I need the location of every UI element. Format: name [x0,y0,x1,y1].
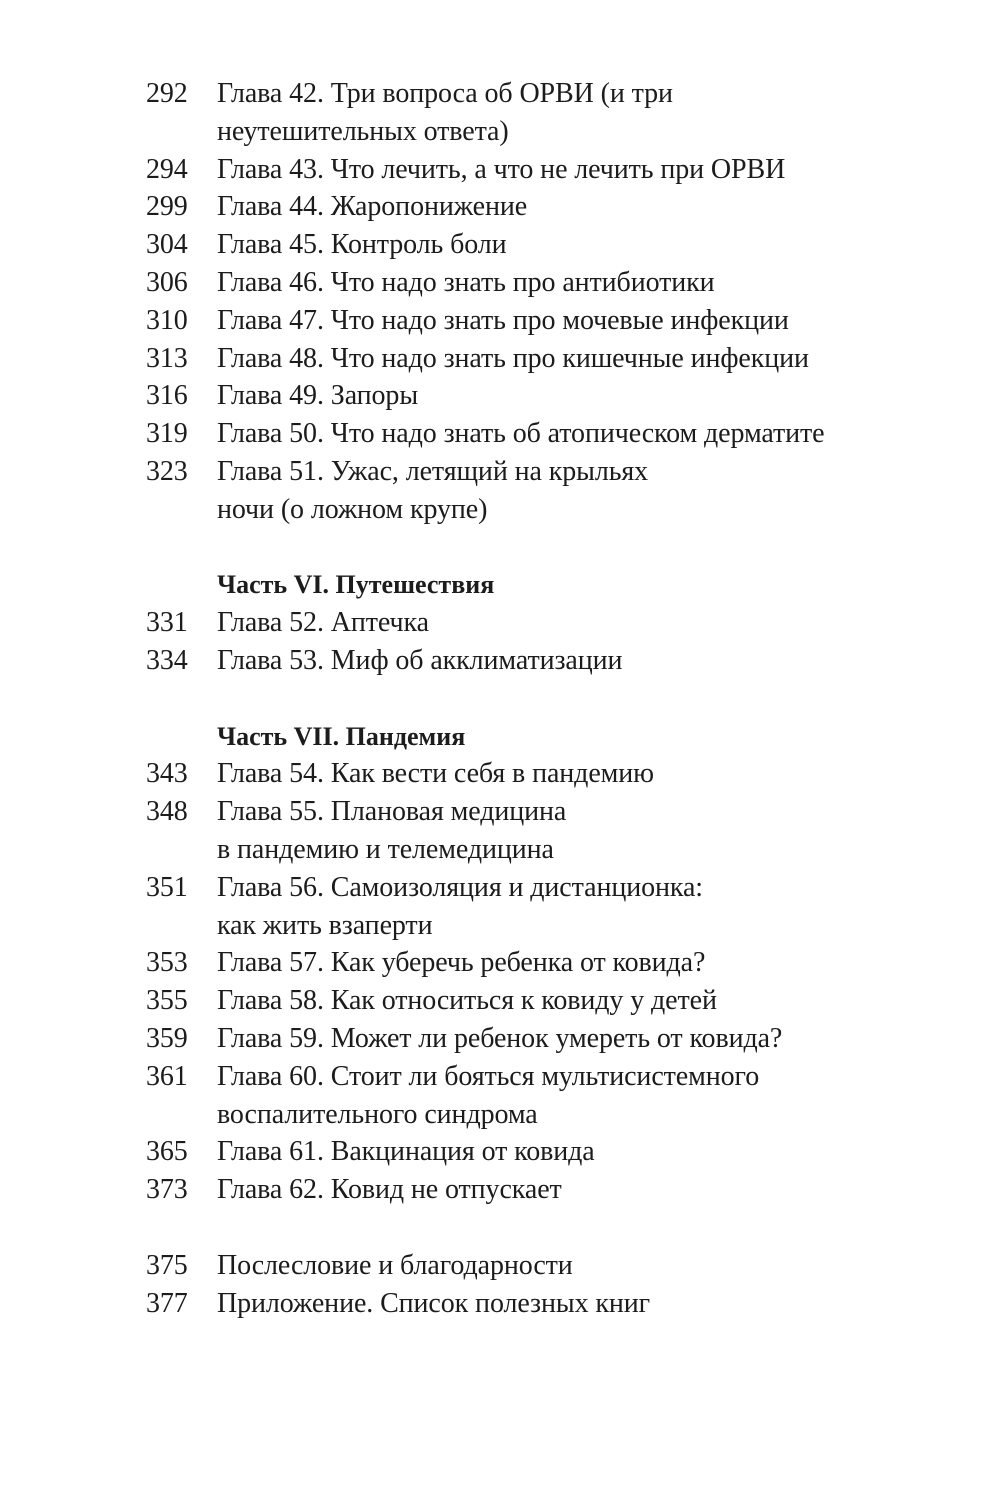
toc-page-number: 373 [146,1174,188,1206]
toc-entry-title: Глава 46. Что надо знать про антибиотики [217,266,715,298]
part-heading: Часть VI. Путешествия [217,570,495,600]
toc-page-number: 306 [146,266,188,298]
toc-entry[interactable] [146,1285,946,1323]
toc-entry-title: Глава 44. Жаропонижение [217,191,528,223]
toc-entry-title: Глава 47. Что надо знать про мочевые инфекции [217,304,789,336]
toc-page-number: 310 [146,304,188,336]
toc-entry[interactable] [146,642,946,680]
toc-entry[interactable] [146,793,946,869]
toc-entry-title: Глава 52. Аптечка [217,607,429,639]
toc-entry-title: Глава 49. Запоры [217,380,419,412]
toc-page-number: 365 [146,1136,188,1168]
toc-entry-title: Глава 59. Может ли ребенок умереть от ковида? [217,1022,783,1054]
toc-entry[interactable] [146,151,946,189]
toc-page-number: 348 [146,796,188,828]
toc-page-number: 331 [146,607,188,639]
toc-entry-title: Глава 61. Вакцинация от ковида [217,1136,595,1168]
toc-entry[interactable] [146,604,946,642]
toc-page-number: 316 [146,380,188,412]
toc-entry[interactable] [146,1247,946,1285]
toc-page-number: 299 [146,191,188,223]
toc-entry-title: Глава 55. Плановая медицина в пандемию и телемедицина [217,796,567,865]
toc-page-number: 359 [146,1022,188,1054]
toc-entry[interactable] [146,377,946,415]
toc-entry-title: Глава 62. Ковид не отпускает [217,1174,562,1206]
toc-entry-title: Глава 58. Как относиться к ковиду у детей [217,985,717,1017]
toc-entry[interactable] [146,453,946,529]
toc-page-number: 334 [146,644,188,676]
toc-page-number: 351 [146,871,188,903]
table-of-contents [146,75,946,1322]
toc-entry[interactable] [146,302,946,340]
toc-page-number: 375 [146,1249,188,1281]
toc-page-number: 294 [146,153,188,185]
part-heading: Часть VII. Пандемия [217,721,466,751]
toc-entry[interactable] [146,755,946,793]
toc-entry[interactable] [146,340,946,378]
toc-entry[interactable] [146,1020,946,1058]
toc-entry-title: Глава 43. Что лечить, а что не лечить при ОРВИ [217,153,786,185]
toc-entry[interactable] [146,1058,946,1134]
toc-entry[interactable] [146,1171,946,1209]
toc-entry-title: Глава 50. Что надо знать об атопическом дерматите [217,418,825,450]
toc-entry-title: Глава 57. Как уберечь ребенка от ковида? [217,947,706,979]
toc-entry[interactable] [146,75,946,151]
toc-entry-title: Глава 60. Стоит ли бояться мультисистемного воспалительного синдрома [217,1060,760,1130]
toc-entry[interactable] [146,982,946,1020]
toc-entry[interactable] [146,226,946,264]
toc-entry-title: Приложение. Список полезных книг [217,1287,651,1319]
toc-entry[interactable] [146,869,946,945]
toc-page-number: 361 [146,1060,188,1092]
toc-page-number: 292 [146,78,188,109]
toc-page-number: 377 [146,1287,188,1319]
toc-page-number: 343 [146,758,188,790]
toc-page-number: 313 [146,342,188,374]
section-gap [146,1209,946,1247]
toc-page-number: 323 [146,455,188,487]
toc-page-number: 319 [146,418,188,450]
toc-entry[interactable] [146,415,946,453]
toc-page-number: 304 [146,229,188,261]
toc-entry[interactable] [146,264,946,302]
toc-entry-title: Глава 54. Как вести себя в пандемию [217,758,654,790]
toc-entry-title: Глава 42. Три вопроса об ОРВИ (и три неутешительных ответа) [217,78,673,147]
toc-entry[interactable] [146,188,946,226]
toc-entry-title: Глава 45. Контроль боли [217,229,507,261]
toc-entry-title: Послесловие и благодарности [217,1249,573,1281]
toc-entry-title: Глава 56. Самоизоляция и дистанционка: как жить взаперти [217,871,703,941]
toc-entry[interactable] [146,1133,946,1171]
toc-entry-title: Глава 48. Что надо знать про кишечные инфекции [217,342,809,374]
toc-page-number: 355 [146,985,188,1017]
toc-entry-title: Глава 53. Миф об акклиматизации [217,644,623,676]
toc-page-number: 353 [146,947,188,979]
toc-entry[interactable] [146,944,946,982]
toc-entry-title: Глава 51. Ужас, летящий на крыльях ночи (о ложном крупе) [217,455,649,525]
